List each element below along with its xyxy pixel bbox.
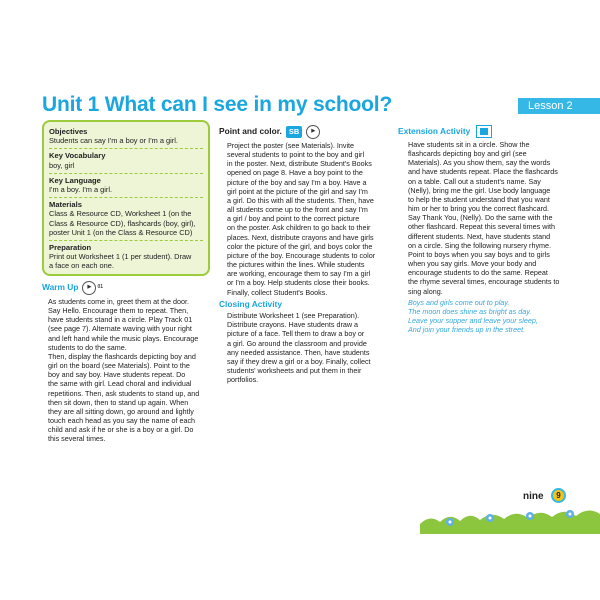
extension-activity-line: when you say girls. Move your body and [408, 259, 537, 269]
warm-up-line: then sit down, then to stand up again. When [48, 397, 189, 407]
extension-activity-line: flashcards depicting boy and girl (see [408, 149, 527, 159]
objectives-section-line: poster Unit 1 (on the Class & Resource CD) [49, 227, 193, 237]
point-and-color-line: Project the poster (see Materials). Invite [227, 141, 355, 150]
warm-up-line: Say Hello. Encourage them to repeat. Then, [48, 306, 189, 316]
objectives-section-line: Class & Resource CD), flashcards (boy, girl), [49, 218, 196, 228]
closing-activity-section [219, 300, 389, 384]
flashcard-icon [476, 125, 492, 138]
extension-activity-line: him or her to bring you the correct flashcard. [408, 204, 550, 214]
extension-activity-text [398, 140, 568, 296]
cd-icon: ▶ [306, 125, 320, 139]
extension-activity-line: Have students sit in a circle. Show the [408, 140, 530, 149]
objectives-section [49, 149, 203, 173]
extension-activity-line: on a circle. Sing the following nursery rhyme. [408, 240, 552, 250]
point-and-color-line: a girl / boy and point to the correct picture [227, 214, 360, 224]
extension-activity-line: Point to boys when you say boys and to girls [408, 249, 550, 259]
warm-up-heading-row [42, 281, 214, 295]
closing-activity-line: a girl. Go around the classroom and provide [227, 338, 367, 348]
warm-up-line: they are all sitting down, go around and lightly [48, 406, 194, 416]
point-and-color-line: in the poster. Next, distribute Student's Books [227, 159, 372, 169]
warm-up-line: and left hand while the music plays. Encourage [48, 333, 199, 343]
warm-up-line: child and ask if he or she is a boy or a girl. Do [48, 425, 194, 435]
nursery-rhyme [398, 298, 568, 335]
point-and-color-heading-row [219, 125, 389, 139]
warm-up-heading: Warm Up [42, 282, 79, 293]
point-and-color-line: places. Next, distribute crayons and have girls [227, 232, 374, 242]
grass-decoration [420, 494, 600, 534]
rhyme-line: And join your friends up in the street. [408, 325, 526, 335]
warm-up-line: As students come in, greet them at the door. [48, 297, 190, 306]
warm-up-line: students to do the same. [48, 342, 127, 352]
objectives-section-heading: Preparation [49, 243, 92, 253]
objectives-section-heading: Materials [49, 200, 82, 210]
objectives-section-line: boy, girl [49, 160, 75, 170]
extension-activity-line: Materials). As you show them, say the words [408, 158, 551, 168]
point-and-color-line: all students come up to the front and say I'm [227, 205, 368, 215]
rhyme-line: Leave your supper and leave your sleep, [408, 315, 538, 325]
extension-activity-line: encourage students to do the same. Repeat [408, 268, 548, 278]
objectives-section [49, 125, 203, 149]
objectives-section-line: I'm a boy. I'm a girl. [49, 185, 113, 195]
point-and-color-line: opened on page 8. Have a boy point to the [227, 168, 363, 178]
warm-up-track: 01 [97, 284, 104, 291]
point-and-color-line: several students to point to the boy and girl [227, 150, 365, 160]
closing-activity-line: students' worksheets and put them in their [227, 366, 362, 376]
extension-activity-heading: Extension Activity [398, 125, 471, 136]
objectives-box [42, 120, 210, 276]
extension-activity-line: and have students repeat. Place the flashcards [408, 167, 558, 177]
point-and-color-line: or I'm a boy. Help students close their books. [227, 278, 370, 288]
page-word: nine [523, 491, 544, 502]
point-and-color-section [219, 125, 389, 297]
warm-up-line: (see page 7). Alternate waving with your right [48, 324, 192, 334]
extension-activity-heading-row [398, 125, 568, 138]
extension-activity-line: the rhyme several times, encourage students to [408, 277, 560, 287]
point-and-color-line: picture of the boy. Encourage students to color [227, 250, 376, 260]
point-and-color-line: are working, encourage them to say I'm a girl [227, 269, 371, 279]
page-number-badge: 9 [551, 488, 566, 503]
point-and-color-line: color the picture of the girl, and boys color the [227, 241, 373, 251]
objectives-section-line: a face on each one. [49, 261, 114, 271]
point-and-color-line: girl point at the picture of the girl and say I'm [227, 186, 368, 196]
point-and-color-heading: Point and color. [219, 126, 282, 137]
point-and-color-line: picture of the boy and say I'm a boy. Have a [227, 177, 367, 187]
point-and-color-line: a girl. Do this with all the students. Then, have [227, 195, 374, 205]
extension-activity-line: to help the student understand that you want [408, 194, 550, 204]
warm-up-line: repetitions. Then, ask students to stand up, and [48, 388, 200, 398]
closing-activity-line: any needed assistance. Then, have students [227, 347, 370, 357]
cd-track-icon: ▶ [82, 281, 96, 295]
closing-activity-line: say if they drew a girl or a boy. Finally, collect [227, 356, 371, 366]
lesson-label: Lesson 2 [518, 98, 600, 114]
objectives-section-line: Print out Worksheet 1 (1 per student). Draw [49, 252, 192, 262]
students-book-badge: SB [286, 126, 302, 137]
closing-activity-line: portfolios. [227, 375, 259, 385]
objectives-section [49, 241, 203, 274]
objectives-section [49, 198, 203, 241]
objectives-section-line: Students can say I'm a boy or I'm a girl. [49, 136, 178, 146]
closing-activity-line: picture of a face. Tell them to draw a boy or [227, 329, 365, 339]
point-and-color-line: on the poster. Ask children to go back to their [227, 223, 371, 233]
extension-activity-section [398, 125, 568, 334]
point-and-color-line: the pictures within the lines. While students [227, 260, 365, 270]
extension-activity-line: other flashcard. Repeat this several times with [408, 222, 556, 232]
extension-activity-line: Say Thank You, (Nelly). Do the same with the [408, 213, 553, 223]
warm-up-line: touch each head as you say the name of each [48, 416, 196, 426]
closing-activity-text [219, 311, 389, 384]
objectives-section-line: Class & Resource CD, Worksheet 1 (on the [49, 209, 192, 219]
warm-up-line: Then, display the flashcards depicting boy and [48, 351, 196, 361]
extension-activity-line: on a table. Call out a student's name. Say [408, 176, 541, 186]
warm-up-line: the same with girl. Lead choral and individual [48, 379, 192, 389]
warm-up-line: this several times. [48, 434, 106, 444]
warm-up-line: have students stand in a circle. Play Track 01 [48, 315, 193, 325]
warm-up-section [42, 281, 214, 444]
closing-activity-line: Distribute Worksheet 1 (see Preparation). [227, 311, 360, 321]
extension-activity-line: sing along. [408, 286, 443, 296]
warm-up-text [42, 297, 214, 444]
closing-activity-line: Distribute crayons. Have students draw a [227, 320, 359, 330]
rhyme-line: The moon does shine as bright as day. [408, 306, 532, 316]
objectives-section-heading: Key Vocabulary [49, 151, 106, 161]
closing-activity-heading: Closing Activity [219, 299, 282, 309]
objectives-section-heading: Key Language [49, 175, 101, 185]
objectives-section [49, 174, 203, 198]
warm-up-line: girl on the board (see Materials). Point to the [48, 361, 190, 371]
extension-activity-line: different students. Next, have students stand [408, 231, 551, 241]
extension-activity-line: (Nelly), bring me the girl. Use body language [408, 185, 551, 195]
objectives-section-heading: Objectives [49, 127, 88, 136]
point-and-color-line: Finally, collect Student's Books. [227, 287, 328, 297]
unit-title: Unit 1 What can I see in my school? [42, 93, 393, 116]
point-and-color-text [219, 141, 389, 297]
warm-up-line: boy and say boy. Have students repeat. Do [48, 370, 186, 380]
rhyme-line: Boys and girls come out to play. [408, 297, 510, 307]
